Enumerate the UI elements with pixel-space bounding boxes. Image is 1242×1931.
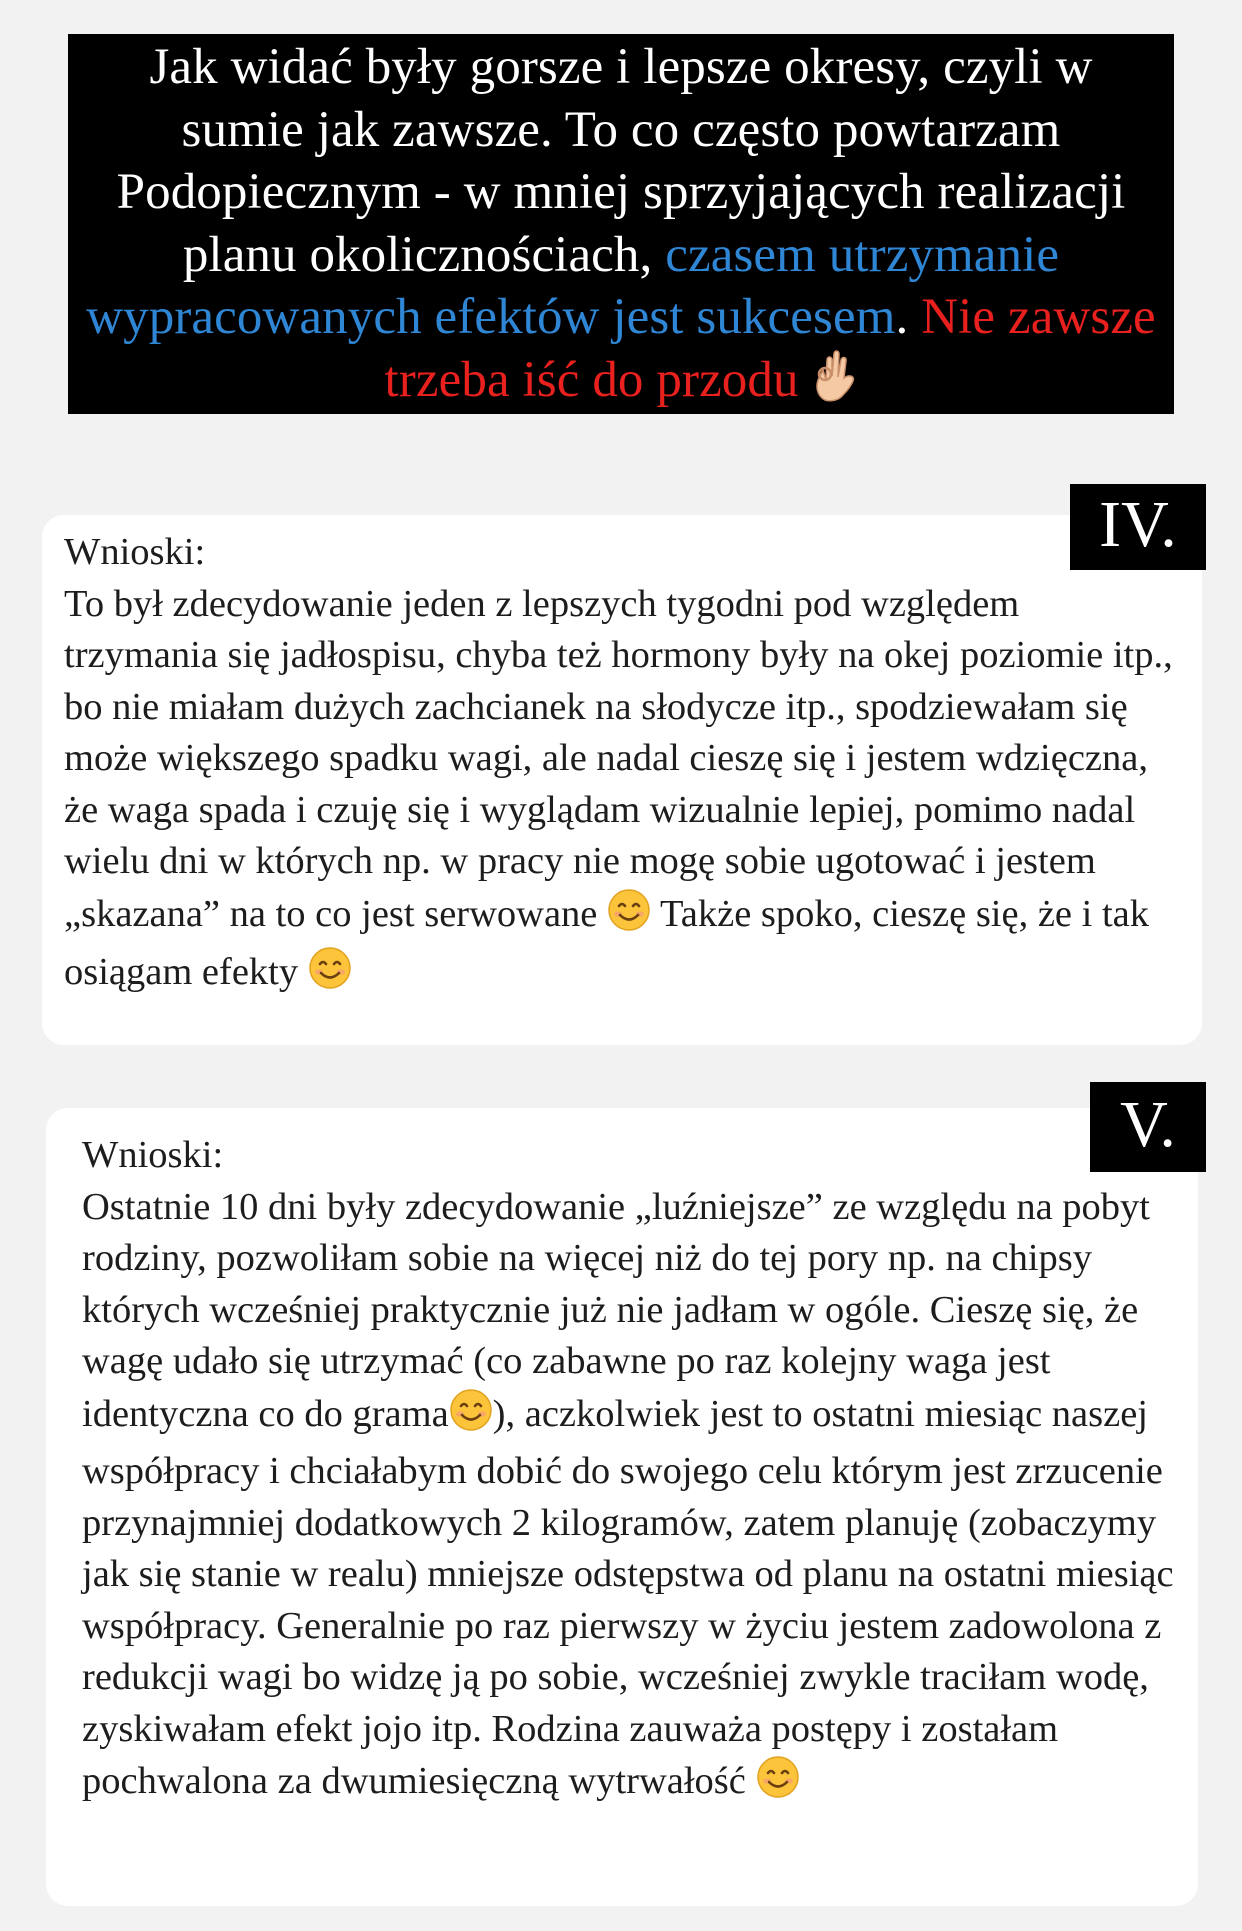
conclusions-text-iv bbox=[64, 579, 1182, 1005]
conclusions-title-iv: Wnioski: bbox=[64, 531, 206, 573]
smiling-face-icon bbox=[308, 946, 352, 1005]
header-caption bbox=[68, 34, 1174, 414]
header-highlight-blue: czasem utrzymanie wypracowanych efektów jest sukcesem bbox=[86, 226, 1060, 345]
ok-hand-icon bbox=[811, 350, 857, 418]
header-separator: . bbox=[895, 289, 922, 345]
conclusions-title-v: Wnioski: bbox=[82, 1134, 224, 1176]
conclusions-text-iv-part2: Także spoko, cieszę się, że i tak osiągam efekty bbox=[64, 892, 1149, 993]
header-highlight-red: Nie zawsze trzeba iść do przodu bbox=[384, 289, 1156, 408]
header-text: Jak widać były gorsze i lepsze okresy, czyli w sumie jak zawsze. To co często powtarzam Podopiecznym - w mniej sprzyjających realizacji planu okolicznościach, bbox=[116, 39, 1126, 283]
smiling-face-icon bbox=[756, 1755, 800, 1814]
conclusions-text-iv-part1: To był zdecydowanie jeden z lepszych tygodni pod względem trzymania się jadłospisu, chyba też hormony były na okej poziomie itp., bo nie miałam dużych zachcianek na słodycze itp., spodziewałam się może większego spadku wagi, ale nadal cieszę się i jestem wdzięczna, że waga spada i czuję się i wyglądam wizualnie lepiej, pomimo nadal wielu dni w których np. w pracy nie mogę sobie ugotować i jestem „skazana” na to co jest serwowane bbox=[64, 582, 1173, 935]
conclusions-text-v bbox=[82, 1182, 1178, 1814]
conclusions-card-v bbox=[46, 1108, 1198, 1906]
smiling-face-icon bbox=[607, 888, 651, 947]
section-badge-v: V. bbox=[1090, 1082, 1206, 1172]
section-badge-iv: IV. bbox=[1070, 484, 1206, 570]
conclusions-card-iv bbox=[42, 515, 1202, 1045]
conclusions-text-v-part1: Ostatnie 10 dni były zdecydowanie „luźniejsze” ze względu na pobyt rodziny, pozwoliłam sobie na więcej niż do tej pory np. na chipsy których wcześniej praktycznie już nie jadłam w ogóle. Cieszę się, że wagę udało się utrzymać (co zabawne po raz kolejny waga jest identyczna co do grama bbox=[82, 1185, 1150, 1435]
conclusions-text-v-part2: ), aczkolwiek jest to ostatni miesiąc naszej współpracy i chciałabym dobić do swojego celu którym jest zrzucenie przynajmniej dodatkowych 2 kilogramów, zatem planuję (zobaczymy jak się stanie w realu) mniejsze odstępstwa od planu na ostatni miesiąc współpracy. Generalnie po raz pierwszy w życiu jestem zadowolona z redukcji wagi bo widzę ją po sobie, wcześniej zwykle traciłam wodę, zyskiwałam efekt jojo itp. Rodzina zauważa postępy i zostałam pochwalona za dwumiesięczną wytrwałość bbox=[82, 1392, 1174, 1802]
smiling-face-icon bbox=[449, 1388, 493, 1447]
